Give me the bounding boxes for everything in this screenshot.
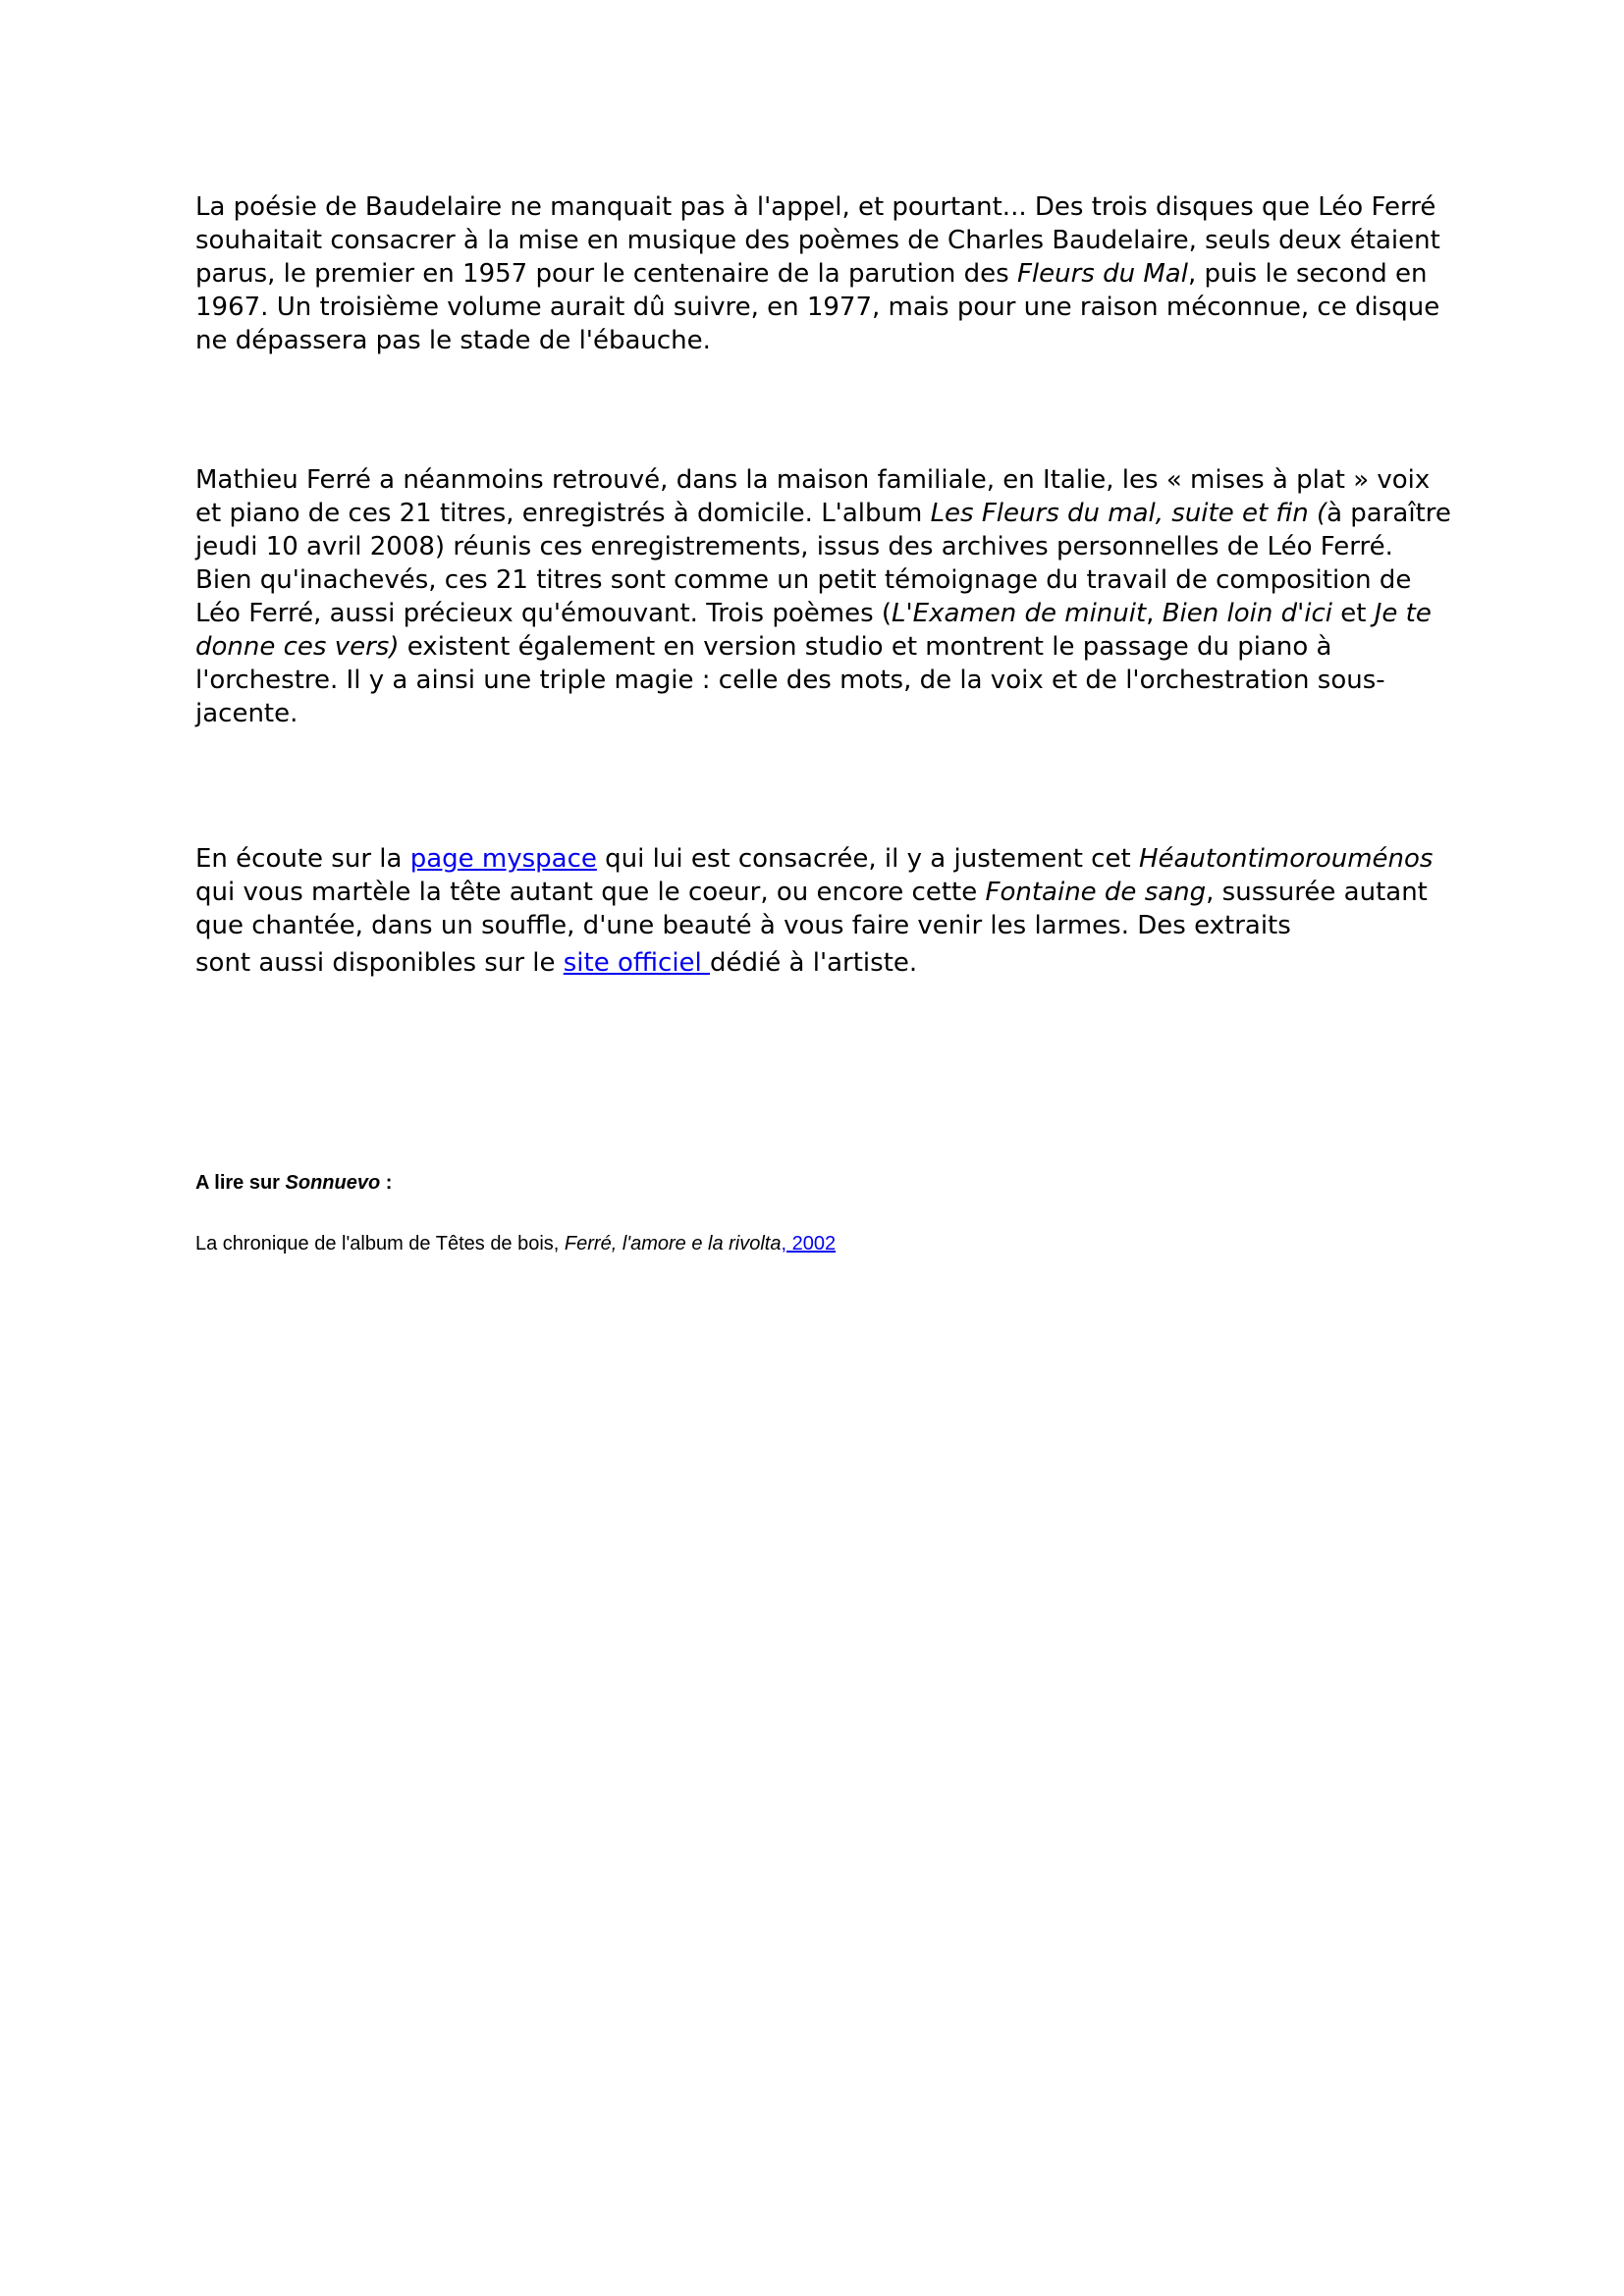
related-heading bbox=[195, 1171, 1452, 1195]
p3-text-e: sont aussi disponibles sur le bbox=[195, 948, 564, 978]
paragraph-album-description bbox=[195, 463, 1452, 730]
paragraph-listening-links bbox=[195, 842, 1452, 980]
related-item bbox=[195, 1232, 1452, 1255]
p3-text-c: qui vous martèle la tête autant que le coeur, ou encore cette bbox=[195, 878, 986, 907]
related-item-link[interactable]: , 2002 bbox=[781, 1233, 837, 1255]
p2-poem-je-te-donne: Je te donne ces vers) bbox=[195, 599, 1432, 662]
p2-sep-1: , bbox=[1146, 599, 1163, 628]
p3-last-line bbox=[195, 946, 1452, 980]
paragraph-baudelaire-intro bbox=[195, 190, 1452, 357]
p3-italic-heautontimoroumenos: Héautontimorouménos bbox=[1138, 844, 1434, 874]
p3-text-d: , sussurée autant que chantée, dans un souffle, d'une beauté à vous faire venir les larmes. Des extraits bbox=[195, 878, 1428, 940]
p2-poem-bien-loin: Bien loin d'ici bbox=[1162, 599, 1332, 628]
p2-sep-2: et bbox=[1332, 599, 1375, 628]
p2-text-a: Mathieu Ferré a néanmoins retrouvé, dans la maison familiale, en Italie, les « mises à plat » voix et piano de ces 21 titres, enregistrés à domicile. L'album bbox=[195, 465, 1431, 528]
related-item-text: La chronique de l'album de Têtes de bois, bbox=[195, 1233, 565, 1255]
p1-italic-fleurs-du-mal: Fleurs du Mal bbox=[1016, 259, 1188, 289]
related-heading-prefix: A lire sur bbox=[195, 1172, 286, 1194]
related-item-album: Ferré, l'amore e la rivolta bbox=[564, 1233, 782, 1255]
p3-text-a: En écoute sur la bbox=[195, 844, 410, 874]
article-body bbox=[195, 190, 1452, 1255]
related-heading-site: Sonnuevo bbox=[285, 1172, 381, 1194]
official-site-link[interactable]: site officiel bbox=[563, 948, 711, 978]
p3-text-f: dédié à l'artiste. bbox=[710, 948, 918, 978]
p1-text-b: , puis le second en 1967. Un troisième volume aurait dû suivre, en 1977, mais pour une raison méconnue, ce disque ne dépassera pas le stade de l'ébauche. bbox=[195, 259, 1440, 355]
p2-text-b: à paraître jeudi 10 avril 2008) réunis ces enregistrements, issus des archives personnelles de Léo Ferré. Bien qu'inachevés, ces 21 titres sont comme un petit témoignage du travail de composition de Léo Ferré, aussi précieux qu'émouvant. Trois poèmes ( bbox=[195, 499, 1451, 628]
related-heading-suffix: : bbox=[380, 1172, 393, 1194]
p3-text-b: qui lui est consacrée, il y a justement cet bbox=[596, 844, 1139, 874]
p2-poem-examen: L'Examen de minuit bbox=[892, 599, 1147, 628]
p2-text-c: existent également en version studio et montrent le passage du piano à l'orchestre. Il y a ainsi une triple magie : celle des mots, de la voix et de l'orchestration sous-jacente. bbox=[195, 632, 1385, 728]
p1-text-a: La poésie de Baudelaire ne manquait pas à l'appel, et pourtant... Des trois disques que Léo Ferré souhaitait consacrer à la mise en musique des poèmes de Charles Baudelaire, seuls deux étaient parus, le premier en 1957 pour le centenaire de la parution des bbox=[195, 192, 1440, 289]
p3-italic-fontaine-de-sang: Fontaine de sang bbox=[985, 878, 1207, 907]
myspace-link[interactable]: page myspace bbox=[409, 844, 597, 874]
p2-album-title: Les Fleurs du mal, suite et fin ( bbox=[930, 499, 1327, 528]
